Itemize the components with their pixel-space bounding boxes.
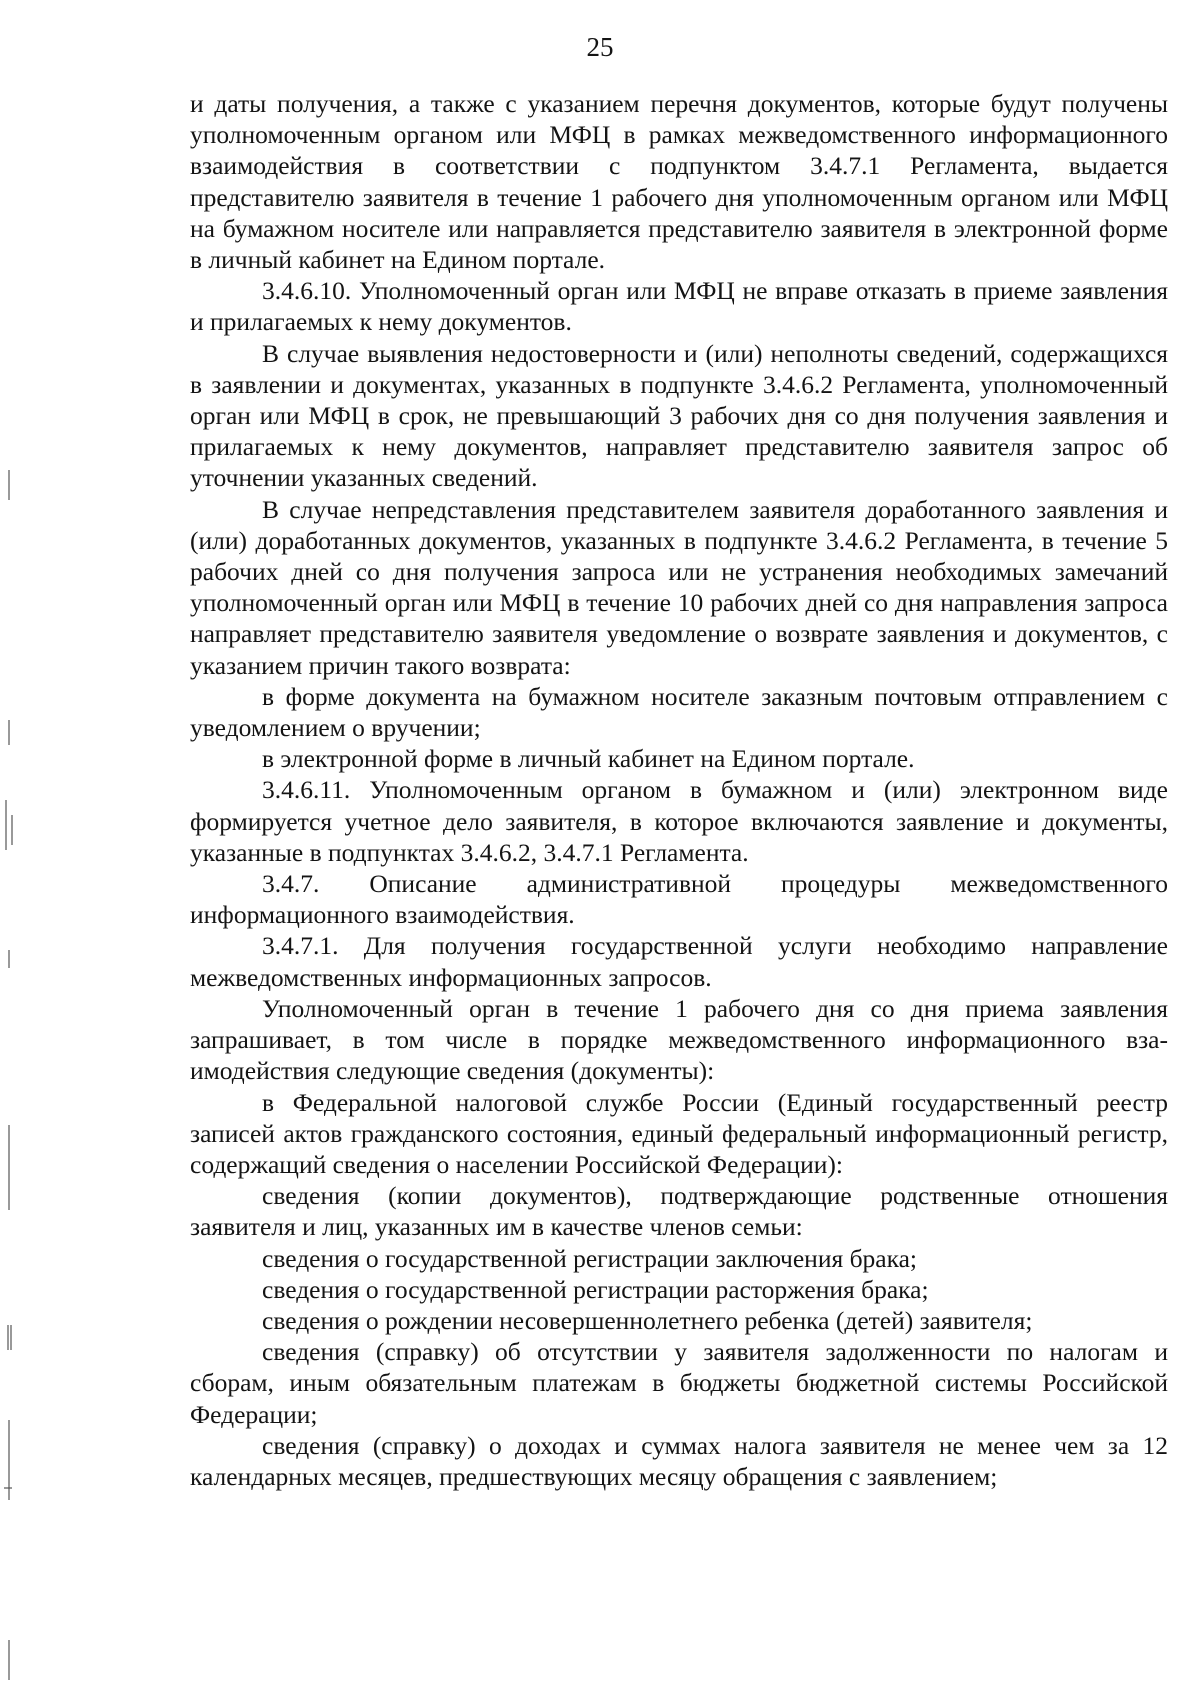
paragraph: 3.4.6.10. Уполномоченный орган или МФЦ не вправе отказать в приеме заявления и прилагаемых к нему документов. [190,276,1168,337]
paragraph: 3.4.6.11. Уполномоченным органом в бумажном и (или) электронном виде формируется учетное дело заявителя, в которое включаются заявление и документы, указанные в подпунктах 3.4.6.2, 3.4.7.1 Регламента. [190,775,1168,867]
paragraph: Уполномоченный орган в течение 1 рабочего дня со дня приема заявления запрашивает, в том числе в порядке межведомственного информационного взаимодействия следующие сведения (документы): [190,993,1168,1086]
paragraph: в Федеральной налоговой службе России (Единый государственный реестр записей актов гражданского состояния, единый федеральный информационный регистр, содержащий сведения о населении Российской Федерации): [190,1087,1168,1179]
paragraph: сведения о государственной регистрации заключения брака; [262,1243,918,1273]
paragraph: сведения (справку) об отсутствии у заявителя задолженности по налогам и сборам, иным обязательным платежам в бюджеты бюджетной системы Российской Федерации; [190,1337,1168,1429]
paragraph: В случае непредставления представителем заявителя доработанного заявления и (или) доработанных документов, указанных в подпункте 3.4.6.2 Регламента, в течение 5 рабочих дней со дня получения запроса или не устранения необходимых замечаний уполномоченный орган или МФЦ в течение 10 рабочих дней со дня направления запроса направляет представителю заявителя уведомление о возврате заявления и документов, с указанием причин такого возврата: [190,494,1168,680]
paragraph: в электронной форме в личный кабинет на Едином портале. [262,744,915,774]
document-body [190,88,1168,1492]
paragraph: 3.4.7.1. Для получения государственной услуги необходимо направление межведомственных информационных запросов. [190,931,1168,992]
page-number: 25 [586,32,614,62]
paragraph: сведения о рождении несовершеннолетнего ребенка (детей) заявителя; [262,1305,1033,1335]
paragraph: 3.4.7. Описание административной процедуры межведомственного информационного взаимодействия. [190,869,1168,930]
paragraph: сведения о государственной регистрации расторжения брака; [262,1274,929,1304]
paragraph: сведения (копии документов), подтверждающие родственные отношения заявителя и лиц, указанных им в качестве членов семьи: [190,1181,1168,1242]
paragraph: в форме документа на бумажном носителе заказным почтовым отправлением с уведомлением о вручении; [190,681,1168,743]
paragraph: сведения (справку) о доходах и суммах налога заявителя не менее чем за 12 календарных месяцев, предшествующих месяцу обращения с заявлением; [190,1430,1168,1491]
paragraph: и даты получения, а также с указанием перечня документов, которые будут получены уполномоченным органом или МФЦ в рамках межведомственного информационного взаимодействия в соответствии с подпунктом 3.4.7.1 Регламента, выдается представителю заявителя в течение 1 рабочего дня уполномоченным органом или МФЦ на бумажном носителе или направляется представителю заявителя в электронной форме в личный кабинет на Едином портале. [190,89,1168,275]
paragraph: В случае выявления недостоверности и (или) неполноты сведений, содержащихся в заявлении и документах, указанных в подпункте 3.4.6.2 Регламента, уполномоченный орган или МФЦ в срок, не превышающий 3 рабочих дня со дня получения заявления и прилагаемых к нему документов, направляет представителю заявителя запрос об уточнении указанных сведений. [190,338,1168,493]
scan-margin-marks [0,0,40,1697]
